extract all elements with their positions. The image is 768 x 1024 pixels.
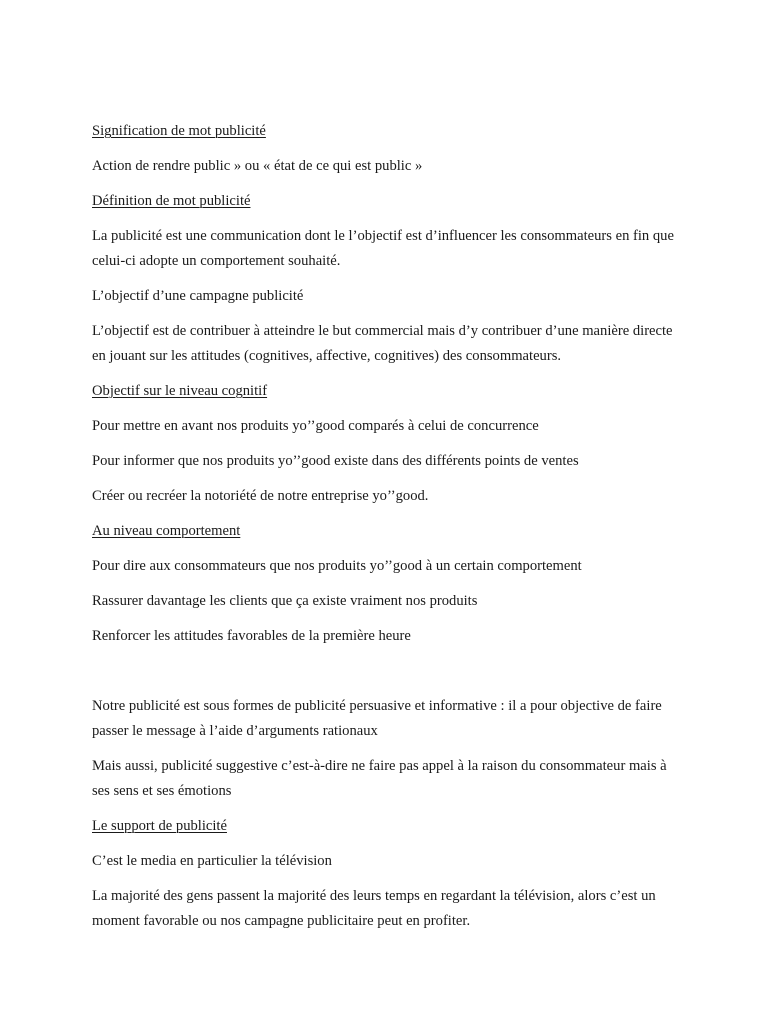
paragraph: Créer ou recréer la notoriété de notre entreprise yo’’good. <box>92 488 429 504</box>
section-heading: Au niveau comportement <box>92 523 241 539</box>
section-heading: Signification de mot publicité <box>92 123 266 139</box>
section-heading: Le support de publicité <box>92 818 227 834</box>
paragraph: Pour informer que nos produits yo’’good existe dans des différents points de ventes <box>92 453 579 469</box>
section-heading: Objectif sur le niveau cognitif <box>92 383 268 399</box>
section-heading: Définition de mot publicité <box>92 193 251 209</box>
paragraph: Mais aussi, publicité suggestive c’est-à-dire ne faire pas appel à la raison du consommateur mais à ses sens et ses émotions <box>92 758 667 799</box>
paragraph: Pour mettre en avant nos produits yo’’good comparés à celui de concurrence <box>92 418 539 434</box>
paragraph: Rassurer davantage les clients que ça existe vraiment nos produits <box>92 593 478 609</box>
document-body <box>92 119 682 944</box>
paragraph: La majorité des gens passent la majorité des leurs temps en regardant la télévision, alors c’est un moment favorable ou nos campagne publicitaire peut en profiter. <box>92 888 656 929</box>
paragraph: C’est le media en particulier la télévision <box>92 853 332 869</box>
paragraph: Notre publicité est sous formes de publicité persuasive et informative : il a pour objective de faire passer le message à l’aide d’arguments rationaux <box>92 698 662 739</box>
paragraph: Pour dire aux consommateurs que nos produits yo’’good à un certain comportement <box>92 558 582 574</box>
paragraph: Renforcer les attitudes favorables de la première heure <box>92 628 411 644</box>
paragraph: La publicité est une communication dont le l’objectif est d’influencer les consommateurs en fin que celui-ci adopte un comportement souhaité. <box>92 228 674 269</box>
blank-paragraph <box>92 659 682 684</box>
paragraph: Action de rendre public » ou « état de ce qui est public » <box>92 158 423 174</box>
paragraph: L’objectif d’une campagne publicité <box>92 288 304 304</box>
paragraph: L’objectif est de contribuer à atteindre le but commercial mais d’y contribuer d’une manière directe en jouant sur les attitudes (cognitives, affective, cognitives) des consommateurs. <box>92 323 673 364</box>
